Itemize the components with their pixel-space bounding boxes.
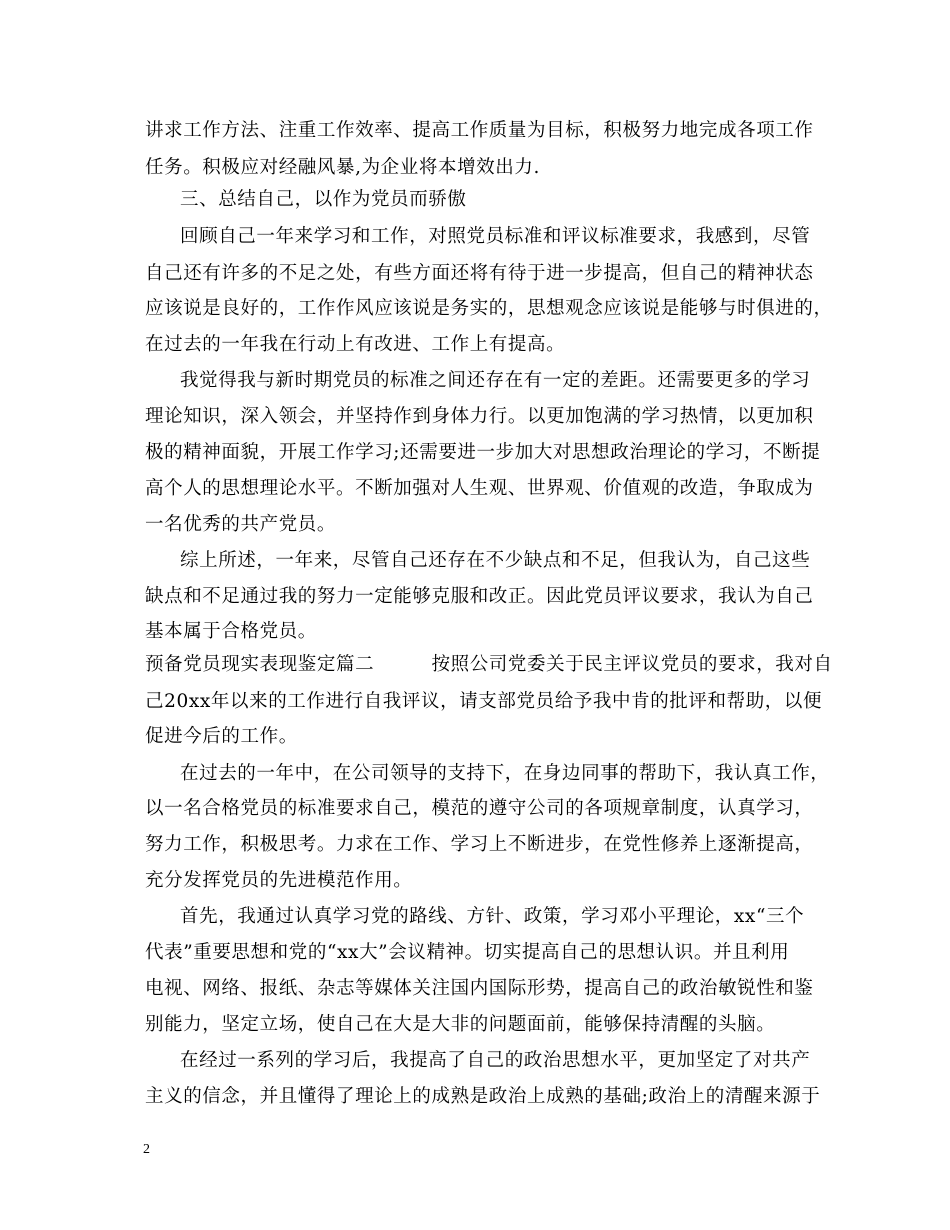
text-line: 讲求工作方法、注重工作效率、提高工作质量为目标，积极努力地完成各项工作 [145,120,814,141]
text-line: 极的精神面貌，开展工作学习;还需要进一步加大对思想政治理论的学习，不断提 [145,442,821,463]
text-line: 别能力，坚定立场，使自己在大是大非的问题面前，能够保持清醒的头脑。 [145,1014,776,1035]
section-heading: 三、总结自己，以作为党员而骄傲 [180,189,467,210]
text-line: 代表”重要思想和党的“xx大”会议精神。切实提高自己的思想认识。并且利用 [145,942,790,963]
text-line: 基本属于合格党员。 [145,621,317,642]
text-line: 在过去的一年我在行动上有改进、工作上有提高。 [145,334,566,355]
text-line: 己20xx年以来的工作进行自我评议，请支部党员给予我中肯的批评和帮助，以便 [145,691,823,712]
text-line: 应该说是良好的，工作作风应该说是务实的，思想观念应该说是能够与时俱进的， [145,298,833,319]
text-line: 在经过一系列的学习后，我提高了自己的政治思想水平，更加坚定了对共产 [180,1050,811,1071]
text-line: 首先，我通过认真学习党的路线、方针、政策，学习邓小平理论，xx“三个 [180,906,805,927]
text-line: 努力工作，积极思考。力求在工作、学习上不断进步，在党性修养上逐渐提高， [145,834,814,855]
article-title-line: 预备党员现实表现鉴定篇二 按照公司党委关于民主评议党员的要求，我对自 [145,654,833,675]
text-line: 综上所述，一年来，尽管自己还存在不少缺点和不足，但我认为，自己这些 [180,550,811,571]
text-line: 在过去的一年中，在公司领导的支持下，在身边同事的帮助下，我认真工作， [180,763,830,784]
text-line: 以一名合格党员的标准要求自己，模范的遵守公司的各项规章制度，认真学习， [145,798,814,819]
text-line: 促进今后的工作。 [145,726,298,747]
text-line: 缺点和不足通过我的努力一定能够克服和改正。因此党员评议要求，我认为自己 [145,586,814,607]
text-line: 主义的信念，并且懂得了理论上的成熟是政治上成熟的基础;政治上的清醒来源于 [145,1086,821,1107]
text-line: 我觉得我与新时期党员的标准之间还存在有一定的差距。还需要更多的学习 [180,370,811,391]
text-line: 自己还有许多的不足之处，有些方面还将有待于进一步提高，但自己的精神状态 [145,263,814,284]
page-number: 2 [143,1142,150,1157]
text-line: 一名优秀的共产党员。 [145,514,337,535]
text-line: 回顾自己一年来学习和工作，对照党员标准和评议标准要求，我感到，尽管 [180,226,811,247]
text-line: 电视、网络、报纸、杂志等媒体关注国内国际形势，提高自己的政治敏锐性和鉴 [145,978,814,999]
text-line: 高个人的思想理论水平。不断加强对人生观、世界观、价值观的改造，争取成为 [145,478,814,499]
text-line: 理论知识，深入领会，并坚持作到身体力行。以更加饱满的学习热情，以更加积 [145,406,814,427]
text-line: 任务。积极应对经融风暴,为企业将本增效出力. [145,157,540,178]
text-line: 充分发挥党员的先进模范作用。 [145,870,413,891]
